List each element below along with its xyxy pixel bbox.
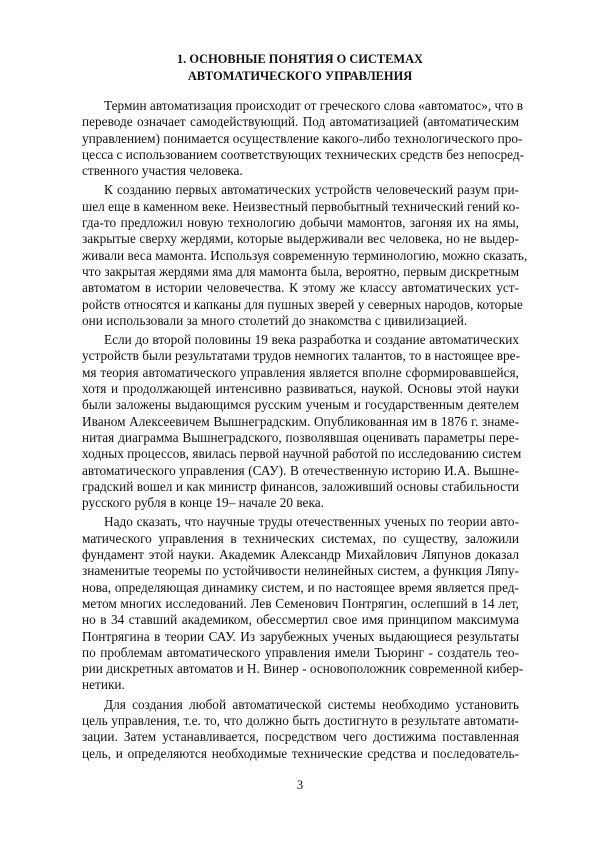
paragraph — [82, 514, 524, 693]
text-line: хотя и продолжающей интенсивно развиваться, наукой. Основы этой науки — [82, 381, 519, 397]
text-line: градский вошел и как министр финансов, заложивший основы стабильности — [82, 478, 519, 494]
text-line: Надо сказать, что научные труды отечественных ученых по теории авто- — [104, 514, 519, 530]
text-line: закрытые сверху жердями, которые выдерживали вес человека, но не выдер- — [82, 231, 519, 247]
paragraph — [82, 332, 522, 511]
text-line: цель управления, т.е. то, что должно быть достигнуто в результате автомати- — [82, 712, 519, 728]
text-line: фундамент этой науки. Академик Александр Михайлович Ляпунов доказал — [82, 547, 519, 563]
text-line: нова, определяющая динамику систем, и по настоящее время является пред- — [82, 579, 519, 595]
text-line: рии дискретных автоматов и Н. Винер - основоположник современной кибер- — [82, 661, 524, 677]
text-line: шел еще в каменном веке. Неизвестный первобытный технический гений ко- — [82, 198, 520, 214]
text-line: русского рубля в конце 19– начале 20 века. — [82, 495, 324, 511]
section-heading — [0, 51, 600, 85]
text-line: ходных процессов, явилась первой научной работой по исследованию систем — [82, 446, 522, 462]
text-line: цесса с использованием соответствующих технических средств без непосред- — [82, 146, 525, 162]
page-number: 3 — [296, 778, 304, 792]
paragraph — [82, 697, 519, 762]
text-line: Термин автоматизация происходит от греческого слова «автоматос», что в — [104, 98, 524, 113]
text-line: К созданию первых автоматических устройств человеческий разум при- — [104, 182, 519, 198]
text-line: ройств относятся и капканы для пушных зверей у северных народов, которые — [82, 296, 523, 312]
paragraph — [82, 98, 525, 179]
text-line: Понтрягина в теории САУ. Из зарубежных ученых выдающиеся результаты — [82, 628, 519, 644]
body-text — [82, 98, 528, 765]
text-line: живали веса мамонта. Используя современную терминологию, можно сказать, — [82, 247, 528, 263]
text-line: Для создания любой автоматической системы необходимо установить — [104, 696, 519, 712]
text-line: автоматического управления (САУ). В отечественную историю И.А. Вышне- — [82, 462, 519, 478]
text-line: метом многих исследований. Лев Семенович Понтрягин, ослепший в 14 лет, — [82, 595, 519, 611]
text-line: устройств были результатами трудов немногих талантов, то в настоящее вре- — [82, 348, 520, 364]
text-line: управлением) понимается осуществление какого-либо технологического про- — [82, 130, 523, 146]
text-line: цель, и определяются необходимые технические средства и последователь- — [82, 745, 519, 761]
text-line: зации. Затем устанавливается, посредством чего достижима поставленная — [82, 729, 519, 745]
section-heading-line-1: 1. ОСНОВНЫЕ ПОНЯТИЯ О СИСТЕМАХ — [176, 52, 424, 66]
text-line: мя теория автоматического управления является вполне сформировавшейся, — [82, 364, 519, 380]
text-line: переводе означает самодействующий. Под автоматизацией (автоматическим — [82, 114, 519, 130]
text-line: по проблемам автоматического управления имели Тьюринг - создатель тео- — [82, 644, 519, 660]
text-line: ственного участия человека. — [82, 163, 243, 179]
paragraph — [82, 182, 528, 329]
text-line: что закрытая жердями яма для мамонта была, вероятно, первым дискретным — [82, 263, 519, 279]
section-heading-line-2: АВТОМАТИЧЕСКОГО УПРАВЛЕНИЯ — [187, 69, 413, 83]
text-line: автоматом в истории человечества. К этому же классу автоматических уст- — [82, 280, 519, 296]
text-line: матического управления в технических системах, по существу, заложили — [82, 530, 519, 546]
text-line: нитая диаграмма Вышнеградского, позволявшая оценивать параметры пере- — [82, 429, 519, 445]
text-line: знаменитые теоремы по устойчивости нелинейных систем, а функция Ляпу- — [82, 563, 519, 579]
text-line: они использовали за много столетий до знакомства с цивилизацией. — [82, 312, 468, 328]
text-line: но в 34 ставший академиком, обессмертил свое имя принципом максимума — [82, 612, 519, 628]
text-line: гда-то предложил новую технологию добычи мамонтов, загоняя их на ямы, — [82, 215, 519, 231]
text-line: были заложены выдающимся русским ученым и государственным деятелем — [82, 397, 519, 413]
text-line: Если до второй половины 19 века разработка и создание автоматических — [104, 332, 519, 348]
text-line: Иваном Алексеевичем Вышнеградским. Опубликованная им в 1876 г. знаме- — [82, 413, 519, 429]
text-line: нетики. — [82, 677, 125, 693]
